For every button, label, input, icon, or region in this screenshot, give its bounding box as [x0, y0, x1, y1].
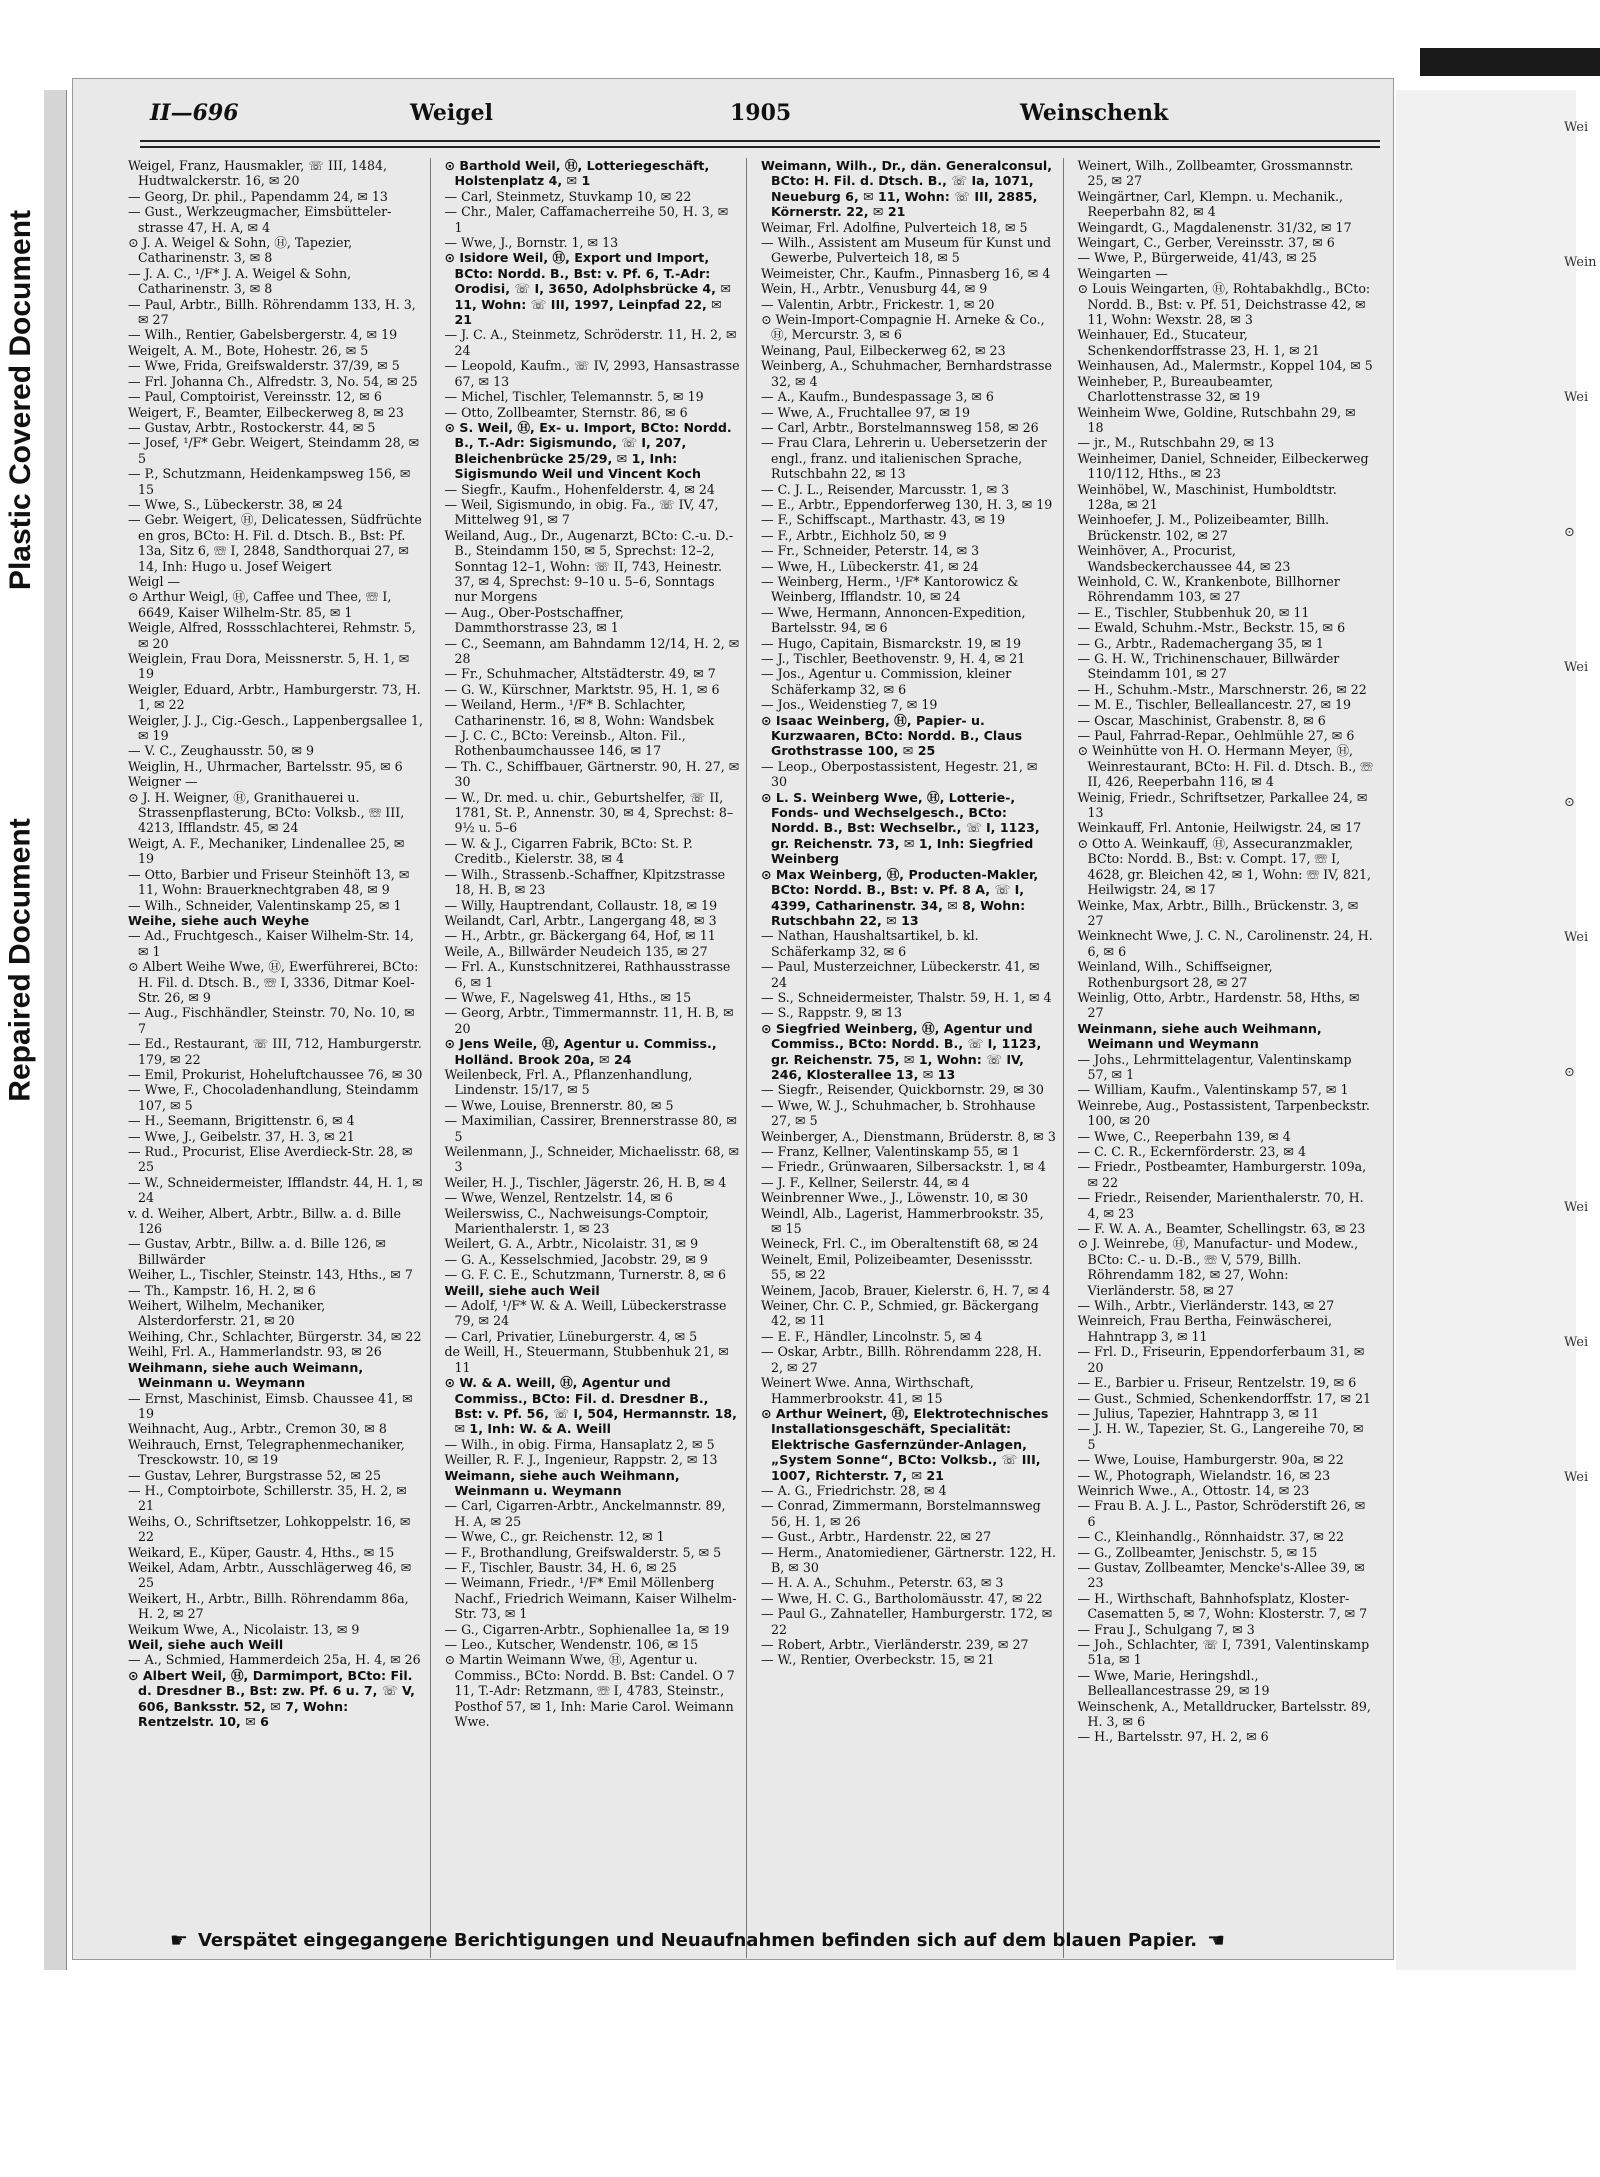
directory-entry: — W., Schneidermeister, Ifflandstr. 44, H. 1, ✉ 24 — [128, 1174, 423, 1206]
directory-entry: — A., Schmied, Hammerdeich 25a, H. 4, ✉ 26 — [128, 1652, 421, 1668]
directory-entry: — E. F., Händler, Lincolnstr. 5, ✉ 4 — [761, 1328, 983, 1344]
directory-entry: Weinert, Wilh., Zollbeamter, Grossmannstr. 25, ✉ 27 — [1077, 158, 1354, 189]
scanner-black-edge — [1420, 48, 1600, 76]
directory-entry: — F., Brothandlung, Greifswalderstr. 5, ✉ 5 — [444, 1544, 722, 1560]
directory-entry: Weinkauff, Frl. Antonie, Heilwigstr. 24, ✉ 17 — [1077, 820, 1362, 836]
directory-entry: — Paul, Comptoirist, Vereinsstr. 12, ✉ 6 — [128, 389, 382, 405]
adjacent-page-text-fragment: Wei — [1564, 120, 1589, 135]
directory-entry: — Aug., Fischhändler, Steinstr. 70, No. 10, ✉ 7 — [128, 1005, 415, 1036]
directory-entry: — Gust., Schmied, Schenkendorffstr. 17, ✉ 21 — [1077, 1390, 1372, 1406]
directory-columns — [128, 158, 1380, 1958]
directory-entry: Weinhöbel, W., Maschinist, Humboldtstr. 128a, ✉ 21 — [1077, 481, 1337, 512]
directory-entry: de Weill, H., Steuermann, Stubbenhuk 21, ✉ 11 — [444, 1344, 729, 1375]
directory-entry: ⊙ Barthold Weil, Ⓗ, Lotteriegeschäft, Holstenplatz 4, ✉ 1 — [444, 158, 710, 189]
column-3 — [761, 158, 1064, 1958]
directory-entry: — Paul, Fahrrad-Repar., Oehlmühle 27, ✉ 6 — [1077, 728, 1355, 744]
directory-entry: Weinreich, Frau Bertha, Feinwäscherei, Hahntrapp 3, ✉ 11 — [1077, 1313, 1332, 1344]
directory-entry: — H., Arbtr., gr. Bäckergang 64, Hof, ✉ 11 — [444, 928, 716, 944]
directory-entry: — Otto, Zollbeamter, Sternstr. 86, ✉ 6 — [444, 404, 688, 420]
directory-entry: Weilenmann, J., Schneider, Michaelisstr. 68, ✉ 3 — [444, 1144, 740, 1175]
adjacent-page-text-fragment: Wei — [1564, 1200, 1589, 1215]
directory-entry: — Paul G., Zahnateller, Hamburgerstr. 172, ✉ 22 — [761, 1606, 1053, 1637]
directory-entry: Weiglin, H., Uhrmacher, Bartelsstr. 95, ✉ 6 — [128, 758, 403, 774]
directory-entry: — G. H. W., Trichinenschauer, Billwärder Steindamm 101, ✉ 27 — [1077, 651, 1340, 682]
directory-entry: — Georg, Arbtr., Timmermannstr. 11, H. B, ✉ 20 — [444, 1005, 734, 1036]
directory-entry: ⊙ L. S. Weinberg Wwe, Ⓗ, Lotterie-, Fonds- und Wechselgesch., BCto: Nordd. B., Bst: Wechselbr., ☏ I, 1123, gr. Reichenstr. 73, ✉ 1, Inh: Siegfried Weinberg — [761, 789, 1040, 867]
directory-entry: — H., Wirthschaft, Bahnhofsplatz, Kloster-Casematten 5, ✉ 7, Wohn: Klosterstr. 7, ✉ 7 — [1077, 1590, 1368, 1622]
directory-entry: — C., Kleinhandlg., Rönnhaidstr. 37, ✉ 22 — [1077, 1529, 1344, 1545]
directory-entry: — Leop., Oberpostassistent, Hegestr. 21, ✉ 30 — [761, 758, 1038, 790]
directory-entry: — Friedr., Reisender, Marienthalerstr. 70, H. 4, ✉ 23 — [1077, 1190, 1364, 1221]
directory-entry: — Michel, Tischler, Telemannstr. 5, ✉ 19 — [444, 389, 704, 405]
directory-entry: — Wwe, Frida, Greifswalderstr. 37/39, ✉ 5 — [128, 358, 400, 374]
binding-strip — [44, 90, 67, 1970]
directory-entry: Weihl, Frl. A., Hammerlandstr. 93, ✉ 26 — [128, 1344, 382, 1360]
directory-entry: — Carl, Steinmetz, Stuvkamp 10, ✉ 22 — [444, 188, 692, 204]
directory-entry: — Paul, Arbtr., Billh. Röhrendamm 133, H. 3, ✉ 27 — [128, 296, 416, 328]
directory-entry: — Ernst, Maschinist, Eimsb. Chaussee 41, ✉ 19 — [128, 1390, 413, 1421]
directory-entry: Weinrebe, Aug., Postassistent, Tarpenbeckstr. 100, ✉ 20 — [1077, 1097, 1370, 1129]
directory-entry: Weilandt, Carl, Arbtr., Langergang 48, ✉ 3 — [444, 912, 717, 928]
page-number: II—696 — [150, 100, 239, 126]
adjacent-page-text-fragment: ⊙ — [1564, 795, 1575, 810]
directory-entry: — Conrad, Zimmermann, Borstelmannsweg 56, H. 1, ✉ 26 — [761, 1498, 1041, 1529]
directory-entry: — E., Barbier u. Friseur, Rentzelstr. 19, ✉ 6 — [1077, 1375, 1357, 1391]
directory-entry: — G., Arbtr., Rademachergang 35, ✉ 1 — [1077, 635, 1324, 651]
directory-entry: — Hugo, Capitain, Bismarckstr. 19, ✉ 19 — [761, 635, 1021, 651]
directory-entry: ⊙ Otto A. Weinkauff, Ⓗ, Assecuranzmakler, BCto: Nordd. B., Bst: v. Compt. 17, ☏ I, 4628, gr. Bleichen 42, ✉ 1, Wohn: ☏ IV, 821, Heilwigstr. 24, ✉ 17 — [1077, 835, 1372, 898]
adjacent-page-text-fragment: Wei — [1564, 1335, 1589, 1350]
directory-entry: — W., Dr. med. u. chir., Geburtshelfer, ☏ II, 1781, St. P., Annenstr. 30, ✉ 4, Sprechst: 8–9½ u. 5–6 — [444, 789, 734, 836]
header-rule — [140, 140, 1380, 142]
column-2 — [445, 158, 748, 1958]
footer-notice — [170, 1925, 1390, 1955]
directory-entry: — jr., M., Rutschbahn 29, ✉ 13 — [1077, 435, 1275, 451]
directory-entry: Weihe, siehe auch Weyhe — [128, 912, 310, 928]
directory-entry: ⊙ Albert Weil, Ⓗ, Darmimport, BCto: Fil. d. Dresdner B., Bst: zw. Pf. 6 u. 7, ☏ V, 606, Banksstr. 52, ✉ 7, Wohn: Rentzelstr. 10, ✉ 6 — [128, 1667, 415, 1730]
directory-entry: — Frl. D., Friseurin, Eppendorferbaum 31, ✉ 20 — [1077, 1344, 1365, 1375]
directory-entry: — Wwe, P., Bürgerweide, 41/43, ✉ 25 — [1077, 250, 1317, 266]
directory-entry: Weihnacht, Aug., Arbtr., Cremon 30, ✉ 8 — [128, 1421, 387, 1437]
directory-entry: Weihing, Chr., Schlachter, Bürgerstr. 34, ✉ 22 — [128, 1328, 422, 1344]
side-label-repaired — [0, 700, 42, 1220]
directory-entry: Weiller, R. F. J., Ingenieur, Rappstr. 2, ✉ 13 — [444, 1452, 718, 1468]
directory-entry: — J. C. C., BCto: Vereinsb., Alton. Fil., Rothenbaumchaussee 146, ✉ 17 — [444, 728, 686, 759]
directory-entry: ⊙ Wein-Import-Compagnie H. Arneke & Co., Ⓗ, Mercurstr. 3, ✉ 6 — [761, 312, 1045, 343]
directory-entry: Weihrauch, Ernst, Telegraphenmechaniker, Tresckowstr. 10, ✉ 19 — [128, 1436, 405, 1468]
directory-entry: Weikert, H., Arbtr., Billh. Röhrendamm 86a, H. 2, ✉ 27 — [128, 1590, 409, 1622]
directory-entry: — Frau J., Schulgang 7, ✉ 3 — [1077, 1621, 1255, 1637]
directory-entry: Weinhoefer, J. M., Polizeibeamter, Billh. Brückenstr. 102, ✉ 27 — [1077, 512, 1330, 543]
directory-entry: — Gustav, Arbtr., Rostockerstr. 44, ✉ 5 — [128, 419, 376, 435]
directory-entry: Weigert, F., Beamter, Eilbeckerweg 8, ✉ 23 — [128, 404, 404, 420]
directory-entry: — S., Rappstr. 9, ✉ 13 — [761, 1005, 902, 1021]
directory-entry: — F. W. A. A., Beamter, Schellingstr. 63, ✉ 23 — [1077, 1221, 1366, 1237]
directory-entry: Weill, siehe auch Weil — [444, 1282, 600, 1298]
directory-entry: Weikard, E., Küper, Gaustr. 4, Hths., ✉ 15 — [128, 1544, 395, 1560]
directory-entry: Weinang, Paul, Eilbeckerweg 62, ✉ 23 — [761, 342, 1006, 358]
directory-entry: v. d. Weiher, Albert, Arbtr., Billw. a. d. Bille 126 — [128, 1205, 401, 1237]
directory-entry: — Wilh., Strassenb.-Schaffner, Klpitzstrasse 18, H. B, ✉ 23 — [444, 866, 726, 898]
directory-entry: — Wwe, Louise, Hamburgerstr. 90a, ✉ 22 — [1077, 1452, 1344, 1468]
directory-entry: — G., Cigarren-Arbtr., Sophienallee 1a, ✉ 19 — [444, 1621, 730, 1637]
directory-entry: — Robert, Arbtr., Vierländerstr. 239, ✉ 27 — [761, 1637, 1029, 1652]
directory-entry: — Carl, Privatier, Lüneburgerstr. 4, ✉ 5 — [444, 1328, 698, 1344]
directory-entry: Weimeister, Chr., Kaufm., Pinnasberg 16, ✉ 4 — [761, 265, 1051, 281]
directory-entry: ⊙ J. A. Weigel & Sohn, Ⓗ, Tapezier, Catharinenstr. 3, ✉ 8 — [128, 235, 353, 266]
directory-entry: ⊙ J. H. Weigner, Ⓗ, Granithauerei u. Strassenpflasterung, BCto: Volksb., ☏ III, 4213, Ifflandstr. 45, ✉ 24 — [128, 789, 405, 836]
directory-entry: — Johs., Lehrmittelagentur, Valentinskamp 57, ✉ 1 — [1077, 1051, 1352, 1082]
directory-entry: Weiler, H. J., Tischler, Jägerstr. 26, H. B, ✉ 4 — [444, 1174, 727, 1190]
directory-entry: ⊙ W. & A. Weill, Ⓗ, Agentur und Commiss., BCto: Fil. d. Dresdner B., Bst: v. Pf. 56, ☏ I, 504, Hermannstr. 18, ✉ 1, Inh: W. & A. Weill — [444, 1375, 737, 1437]
header-last-entry: Weinschenk — [1020, 100, 1169, 126]
directory-entry: — Weinberg, Herm., ¹/F* Kantorowicz & Weinberg, Ifflandstr. 10, ✉ 24 — [761, 573, 1019, 605]
directory-entry: — Oscar, Maschinist, Grabenstr. 8, ✉ 6 — [1077, 712, 1326, 728]
directory-entry: — H., Seemann, Brigittenstr. 6, ✉ 4 — [128, 1113, 355, 1129]
directory-entry: Weilerswiss, C., Nachweisungs-Comptoir, Marienthalerstr. 1, ✉ 23 — [444, 1205, 709, 1237]
directory-entry: — Wwe, Louise, Brennerstr. 80, ✉ 5 — [444, 1097, 674, 1113]
directory-entry: — Georg, Dr. phil., Papendamm 24, ✉ 13 — [128, 188, 388, 204]
directory-entry: — Wwe, S., Lübeckerstr. 38, ✉ 24 — [128, 496, 343, 512]
directory-entry: — Wwe, C., Reeperbahn 139, ✉ 4 — [1077, 1128, 1291, 1144]
directory-entry: — Oskar, Arbtr., Billh. Röhrendamm 228, H. 2, ✉ 27 — [761, 1344, 1042, 1375]
directory-entry: — Gust., Werkzeugmacher, Eimsbütteler-strasse 47, H. A, ✉ 4 — [128, 204, 392, 235]
directory-entry: — H., Bartelsstr. 97, H. 2, ✉ 6 — [1077, 1729, 1269, 1745]
directory-entry: Weinheim Wwe, Goldine, Rutschbahn 29, ✉ 18 — [1077, 404, 1356, 435]
directory-entry: — J., Tischler, Beethovenstr. 9, H. 4, ✉ 21 — [761, 651, 1026, 666]
directory-entry: — W., Rentier, Overbeckstr. 15, ✉ 21 — [761, 1652, 995, 1668]
directory-entry: — Wwe, Hermann, Annoncen-Expedition, Bartelsstr. 94, ✉ 6 — [761, 604, 1026, 636]
directory-entry: — Aug., Ober-Postschaffner, Dammthorstrasse 23, ✉ 1 — [444, 604, 624, 636]
directory-entry: Weingardt, G., Magdalenenstr. 31/32, ✉ 17 — [1077, 219, 1352, 235]
directory-entry: Weinig, Friedr., Schriftsetzer, Parkallee 24, ✉ 13 — [1077, 789, 1368, 821]
adjacent-page-text-fragment: ⊙ — [1564, 1065, 1575, 1080]
directory-entry: — Emil, Prokurist, Hoheluftchaussee 76, ✉ 30 — [128, 1066, 423, 1082]
directory-entry: Weinhauer, Ed., Stucateur, Schenkendorffstrasse 23, H. 1, ✉ 21 — [1077, 327, 1320, 358]
directory-entry: — E., Arbtr., Eppendorferweg 130, H. 3, ✉ 19 — [761, 496, 1053, 512]
directory-entry: — H. A. A., Schuhm., Peterstr. 63, ✉ 3 — [761, 1575, 1004, 1591]
directory-entry: — Carl, Arbtr., Borstelmannsweg 158, ✉ 26 — [761, 419, 1039, 435]
directory-entry: — Gust., Arbtr., Hardenstr. 22, ✉ 27 — [761, 1529, 992, 1545]
adjacent-page-text-fragment: ⊙ — [1564, 525, 1575, 540]
page-header — [80, 100, 1380, 136]
directory-entry: — Ad., Fruchtgesch., Kaiser Wilhelm-Str. 14, ✉ 1 — [128, 928, 414, 959]
directory-entry: — Wwe, C., gr. Reichenstr. 12, ✉ 1 — [444, 1529, 665, 1545]
directory-entry: — Adolf, ¹/F* W. & A. Weill, Lübeckerstrasse 79, ✉ 24 — [444, 1298, 727, 1329]
directory-entry: Weinbrenner Wwe., J., Löwenstr. 10, ✉ 30 — [761, 1190, 1029, 1206]
directory-entry: Weigt, A. F., Mechaniker, Lindenallee 25, ✉ 19 — [128, 835, 405, 867]
adjacent-page-fragment — [1396, 90, 1597, 1970]
directory-entry: Wein, H., Arbtr., Venusburg 44, ✉ 9 — [761, 281, 988, 297]
directory-entry: — G., Zollbeamter, Jenischstr. 5, ✉ 15 — [1077, 1544, 1318, 1560]
directory-entry: — Otto, Barbier und Friseur Steinhöft 13, ✉ 11, Wohn: Brauerknechtgraben 48, ✉ 9 — [128, 866, 410, 898]
directory-entry: — Paul, Musterzeichner, Lübeckerstr. 41, ✉ 24 — [761, 959, 1040, 990]
side-label-plastic-covered — [0, 120, 42, 680]
header-year: 1905 — [730, 100, 792, 126]
directory-entry: — Jos., Weidenstieg 7, ✉ 19 — [761, 697, 938, 713]
directory-entry: Weineck, Frl. C., im Oberaltenstift 68, ✉ 24 — [761, 1236, 1039, 1252]
directory-entry: — Wwe, J., Geibelstr. 37, H. 3, ✉ 21 — [128, 1128, 355, 1144]
directory-entry: Weihert, Wilhelm, Mechaniker, Alsterdorferstr. 21, ✉ 20 — [128, 1298, 326, 1329]
directory-entry: — Leopold, Kaufm., ☏ IV, 2993, Hansastrasse 67, ✉ 13 — [444, 358, 740, 389]
directory-entry: Weiglein, Frau Dora, Meissnerstr. 5, H. 1, ✉ 19 — [128, 651, 410, 682]
directory-entry: — H., Schuhm.-Mstr., Marschnerstr. 26, ✉ 22 — [1077, 681, 1367, 697]
directory-entry: ⊙ Arthur Weigl, Ⓗ, Caffee und Thee, ☏ I, 6649, Kaiser Wilhelm-Str. 85, ✉ 1 — [128, 589, 392, 620]
directory-entry: — Rud., Procurist, Elise Averdieck-Str. 28, ✉ 25 — [128, 1144, 413, 1175]
side-label-repaired-text: Repaired Document — [4, 818, 38, 1102]
directory-entry: — Gebr. Weigert, Ⓗ, Delicatessen, Südfrüchte en gros, BCto: H. Fil. d. Dtsch. B., Bst: Pf. 13a, Sitz 6, ☏ I, 2848, Sandthorquai 27, ✉ 14, Inh: Hugo u. Josef Weigert — [128, 512, 422, 574]
directory-entry: — Th. C., Schiffbauer, Gärtnerstr. 90, H. 27, ✉ 30 — [444, 758, 740, 790]
directory-entry: ⊙ Louis Weingarten, Ⓗ, Rohtabakhdlg., BCto: Nordd. B., Bst: v. Pf. 51, Deichstrasse 42, ✉ 11, Wohn: Wexstr. 28, ✉ 3 — [1077, 281, 1371, 328]
directory-entry: — J. F., Kellner, Seilerstr. 44, ✉ 4 — [761, 1174, 970, 1190]
directory-entry: Weinlig, Otto, Arbtr., Hardenstr. 58, Hths, ✉ 27 — [1077, 989, 1360, 1021]
directory-entry: Weiland, Aug., Dr., Augenarzt, BCto: C.-u. D.-B., Steindamm 150, ✉ 5, Sprechst: 12–2, Sonntag 12–1, Wohn: ☏ II, 743, Heinestr. 37, ✉ 4, Sprechst: 9–10 u. 5–6, Sonntags nur Morgens — [444, 527, 734, 605]
adjacent-page-text-fragment: Wei — [1564, 660, 1589, 675]
directory-entry: — J. C. A., Steinmetz, Schröderstr. 11, H. 2, ✉ 24 — [444, 327, 737, 358]
directory-entry: — Fr., Schuhmacher, Altstädterstr. 49, ✉ 7 — [444, 666, 716, 682]
directory-entry: — Ewald, Schuhm.-Mstr., Beckstr. 15, ✉ 6 — [1077, 620, 1346, 636]
directory-entry: — A. G., Friedrichstr. 28, ✉ 4 — [761, 1482, 947, 1498]
directory-entry: — Frau B. A. J. L., Pastor, Schröderstift 26, ✉ 6 — [1077, 1498, 1366, 1529]
directory-entry: — Wwe, H. C. G., Bartholomäusstr. 47, ✉ 22 — [761, 1590, 1043, 1606]
directory-entry: Weihmann, siehe auch Weimann, Weinmann u. Weymann — [128, 1359, 364, 1391]
directory-entry: Weinknecht Wwe, J. C. N., Carolinenstr. 24, H. 6, ✉ 6 — [1077, 928, 1373, 959]
directory-entry: — Wilh., in obig. Firma, Hansaplatz 2, ✉ 5 — [444, 1436, 715, 1452]
directory-entry: — Maximilian, Cassirer, Brennerstrasse 80, ✉ 5 — [444, 1113, 737, 1144]
directory-entry: Weinert Wwe. Anna, Wirthschaft, Hammerbrookstr. 41, ✉ 15 — [761, 1375, 974, 1406]
directory-entry: — Wwe, F., Nagelsweg 41, Hths., ✉ 15 — [444, 989, 692, 1005]
directory-entry: — E., Tischler, Stubbenhuk 20, ✉ 11 — [1077, 604, 1310, 620]
directory-entry: — Julius, Tapezier, Hahntrapp 3, ✉ 11 — [1077, 1405, 1320, 1421]
directory-entry: Weile, A., Billwärder Neudeich 135, ✉ 27 — [444, 943, 708, 959]
directory-entry: Weinschenk, A., Metalldrucker, Bartelsstr. 89, H. 3, ✉ 6 — [1077, 1698, 1371, 1730]
directory-entry: — Fr., Schneider, Peterstr. 14, ✉ 3 — [761, 543, 980, 559]
directory-entry: ⊙ J. Weinrebe, Ⓗ, Manufactur- und Modew., BCto: C.- u. D.-B., ☏ V, 579, Billh. Röhrendamm 182, ✉ 27, Wohn: Vierländerstr. 58, ✉ 27 — [1077, 1236, 1359, 1298]
directory-entry: — Wwe, Wenzel, Rentzelstr. 14, ✉ 6 — [444, 1190, 673, 1206]
directory-entry: — C. C. R., Eckernförderstr. 23, ✉ 4 — [1077, 1144, 1307, 1159]
directory-entry: — Gustav, Arbtr., Billw. a. d. Bille 126, ✉ Billwärder — [128, 1236, 386, 1267]
directory-entry: — G. W., Kürschner, Marktstr. 95, H. 1, ✉ 6 — [444, 681, 720, 697]
directory-entry: Weilenbeck, Frl. A., Pflanzenhandlung, Lindenstr. 15/17, ✉ 5 — [444, 1066, 693, 1098]
pointing-hand-icon-right: ☚ — [1207, 1928, 1226, 1952]
directory-entry: ⊙ S. Weil, Ⓗ, Ex- u. Import, BCto: Nordd. B., T.-Adr: Sigismundo, ☏ I, 207, Bleichenbrücke 25/29, ✉ 1, Inh: Sigismundo Weil und Vincent Koch — [444, 419, 732, 482]
directory-entry: — Wilh., Rentier, Gabelsbergerstr. 4, ✉ 19 — [128, 327, 398, 343]
directory-entry: Weikum Wwe, A., Nicolaistr. 13, ✉ 9 — [128, 1621, 360, 1637]
directory-entry: — Josef, ¹/F* Gebr. Weigert, Steindamm 28, ✉ 5 — [128, 435, 420, 466]
directory-entry: — W. & J., Cigarren Fabrik, BCto: St. P. Creditb., Kielerstr. 38, ✉ 4 — [444, 835, 693, 867]
directory-entry: — J. A. C., ¹/F* J. A. Weigel & Sohn, Catharinenstr. 3, ✉ 8 — [128, 265, 352, 297]
directory-entry: — Nathan, Haushaltsartikel, b. kl. Schäferkamp 32, ✉ 6 — [761, 928, 979, 959]
directory-entry: — C. J. L., Reisender, Marcusstr. 1, ✉ 3 — [761, 481, 1010, 497]
directory-entry: ⊙ Martin Weimann Wwe, Ⓗ, Agentur u. Commiss., BCto: Nordd. B. Bst: Candel. O 7 11, T.-Adr: Retzmann, ☏ I, 4783, Steinstr., Posthof 57, ✉ 1, Inh: Marie Carol. Weimann Wwe. — [444, 1652, 735, 1730]
directory-entry: — Wilh., Arbtr., Vierländerstr. 143, ✉ 27 — [1077, 1298, 1335, 1314]
directory-entry: — Jos., Agentur u. Commission, kleiner Schäferkamp 32, ✉ 6 — [761, 666, 1012, 697]
directory-entry: — Herm., Anatomiediener, Gärtnerstr. 122, H. B, ✉ 30 — [761, 1544, 1056, 1575]
directory-entry: Weilert, G. A., Arbtr., Nicolaistr. 31, ✉ 9 — [444, 1236, 699, 1252]
directory-entry: — William, Kaufm., Valentinskamp 57, ✉ 1 — [1077, 1082, 1349, 1098]
directory-entry: Weinland, Wilh., Schiffseigner, Rothenburgsort 28, ✉ 27 — [1077, 959, 1273, 990]
directory-entry: Weigelt, A. M., Bote, Hohestr. 26, ✉ 5 — [128, 342, 369, 358]
directory-entry: Weinem, Jacob, Brauer, Kielerstr. 6, H. 7, ✉ 4 — [761, 1282, 1051, 1298]
directory-entry: Weindl, Alb., Lagerist, Hammerbrookstr. 35, ✉ 15 — [761, 1205, 1044, 1237]
directory-entry: — Wwe, A., Fruchtallee 97, ✉ 19 — [761, 404, 971, 420]
directory-entry: — F., Arbtr., Eichholz 50, ✉ 9 — [761, 527, 947, 543]
directory-entry: — F., Tischler, Baustr. 34, H. 6, ✉ 25 — [444, 1559, 677, 1575]
directory-entry: Weimann, Wilh., Dr., dän. Generalconsul, BCto: H. Fil. d. Dtsch. B., ☏ Ia, 1071, Neueburg 6, ✉ 11, Wohn: ☏ III, 2885, Körnerstr. 22, ✉ 21 — [761, 158, 1052, 220]
adjacent-page-text-fragment: Wein — [1564, 255, 1597, 270]
directory-entry: — Frl. Johanna Ch., Alfredstr. 3, No. 54, ✉ 25 — [128, 373, 418, 389]
directory-entry: Weiher, L., Tischler, Steinstr. 143, Hths., ✉ 7 — [128, 1267, 413, 1283]
directory-entry: ⊙ Jens Weile, Ⓗ, Agentur u. Commiss., Holländ. Brook 20a, ✉ 24 — [444, 1036, 717, 1067]
directory-entry: — Franz, Kellner, Valentinskamp 55, ✉ 1 — [761, 1144, 1020, 1159]
directory-entry: — Frau Clara, Lehrerin u. Uebersetzerin der engl., franz. und italienischen Sprache, Rutschbahn 22, ✉ 13 — [761, 435, 1047, 482]
directory-entry: ⊙ Max Weinberg, Ⓗ, Producten-Makler, BCto: Nordd. B., Bst: v. Pf. 8 A, ☏ I, 4399, Catharinenstr. 34, ✉ 8, Wohn: Rutschbahn 22, ✉ 13 — [761, 866, 1039, 928]
directory-entry: Weinhöver, A., Procurist, Wandsbeckerchaussee 44, ✉ 23 — [1077, 543, 1291, 574]
directory-entry: — Siegfr., Kaufm., Hohenfelderstr. 4, ✉ 24 — [444, 481, 715, 497]
directory-entry: ⊙ Arthur Weinert, Ⓗ, Elektrotechnisches Installationsgeschäft, Specialität: Elektrische Gasfernzünder-Anlagen, „System Sonne“, BCto: Volksb., ☏ III, 1007, Richterstr. 7, ✉ 21 — [761, 1405, 1049, 1483]
directory-entry: Weinheimer, Daniel, Schneider, Eilbeckerweg 110/112, Hths., ✉ 23 — [1077, 450, 1369, 482]
directory-entry: — Willy, Hauptrendant, Collaustr. 18, ✉ 19 — [444, 897, 718, 913]
directory-entry: ⊙ Isidore Weil, Ⓗ, Export und Import, BCto: Nordd. B., Bst: v. Pf. 6, T.-Adr: Orodisi, ☏ I, 3650, Adolphsbrücke 4, ✉ 11, Wohn: ☏ III, 1997, Leinpfad 22, ✉ 21 — [444, 250, 731, 328]
directory-entry: Weinhold, C. W., Krankenbote, Billhorner Röhrendamm 103, ✉ 27 — [1077, 573, 1340, 605]
directory-entry: — Wwe, H., Lübeckerstr. 41, ✉ 24 — [761, 558, 979, 574]
side-label-plastic-text: Plastic Covered Document — [4, 209, 37, 591]
column-1 — [128, 158, 431, 1958]
directory-entry: — Wilh., Assistent am Museum für Kunst und Gewerbe, Pulverteich 18, ✉ 5 — [761, 235, 1052, 266]
scan-margin — [0, 0, 1600, 40]
directory-entry: — Gustav, Zollbeamter, Mencke's-Allee 39, ✉ 23 — [1077, 1559, 1365, 1591]
directory-entry: — S., Schneidermeister, Thalstr. 59, H. 1, ✉ 4 — [761, 989, 1052, 1005]
directory-entry: Weingärtner, Carl, Klempn. u. Mechanik., Reeperbahn 82, ✉ 4 — [1077, 188, 1343, 220]
directory-entry: — J. H. W., Tapezier, St. G., Langereihe 70, ✉ 5 — [1077, 1421, 1364, 1452]
directory-entry: — Valentin, Arbtr., Frickestr. 1, ✉ 20 — [761, 296, 995, 312]
directory-entry: Weinberg, A., Schuhmacher, Bernhardstrasse 32, ✉ 4 — [761, 358, 1052, 389]
directory-entry: — Wilh., Schneider, Valentinskamp 25, ✉ 1 — [128, 897, 402, 913]
directory-entry: Weimann, siehe auch Weihmann, Weinmann u. Weymann — [444, 1467, 680, 1498]
directory-entry: — Weimann, Friedr., ¹/F* Emil Möllenberg Nachf., Friedrich Weimann, Kaiser Wilhelm-Str. 73, ✉ 1 — [444, 1575, 737, 1622]
directory-entry: Weinberger, A., Dienstmann, Brüderstr. 8, ✉ 3 — [761, 1128, 1056, 1144]
directory-entry: — G. F. C. E., Schutzmann, Turnerstr. 8, ✉ 6 — [444, 1267, 727, 1283]
adjacent-page-text-fragment: Wei — [1564, 390, 1589, 405]
directory-entry: Weimar, Frl. Adolfine, Pulverteich 18, ✉ 5 — [761, 219, 1028, 235]
directory-entry: Weingarten — — [1077, 265, 1168, 281]
directory-entry: — Friedr., Postbeamter, Hamburgerstr. 109a, ✉ 22 — [1077, 1159, 1367, 1190]
directory-entry: Weinheber, P., Bureaubeamter, Charlottenstrasse 32, ✉ 19 — [1077, 373, 1274, 405]
directory-entry: Weigner — — [128, 774, 198, 790]
directory-entry: — Ed., Restaurant, ☏ III, 712, Hamburgerstr. 179, ✉ 22 — [128, 1036, 422, 1067]
directory-entry: — Carl, Cigarren-Arbtr., Anckelmannstr. 89, H. A, ✉ 25 — [444, 1498, 726, 1529]
directory-entry: — Gustav, Lehrer, Burgstrasse 52, ✉ 25 — [128, 1467, 381, 1483]
directory-entry: Weigel, Franz, Hausmakler, ☏ III, 1484, Hudtwalckerstr. 16, ✉ 20 — [128, 158, 387, 189]
directory-entry: — Frl. A., Kunstschnitzerei, Rathhausstrasse 6, ✉ 1 — [444, 959, 731, 990]
directory-entry: — M. E., Tischler, Belleallancestr. 27, ✉ 19 — [1077, 697, 1352, 713]
directory-entry: Weil, siehe auch Weill — [128, 1637, 284, 1652]
directory-entry: — Weil, Sigismundo, in obig. Fa., ☏ IV, 47, Mittelweg 91, ✉ 7 — [444, 496, 719, 528]
directory-entry: — C., Seemann, am Bahndamm 12/14, H. 2, ✉ 28 — [444, 635, 740, 666]
directory-entry: — Wwe, W. J., Schuhmacher, b. Strohhause 27, ✉ 5 — [761, 1097, 1036, 1129]
directory-entry: Weinelt, Emil, Polizeibeamter, Desenissstr. 55, ✉ 22 — [761, 1251, 1033, 1283]
directory-entry: Weikel, Adam, Arbtr., Ausschlägerweg 46, ✉ 25 — [128, 1559, 412, 1591]
directory-entry: — Wwe, J., Bornstr. 1, ✉ 13 — [444, 235, 619, 251]
directory-entry: Weigler, Eduard, Arbtr., Hamburgerstr. 73, H. 1, ✉ 22 — [128, 681, 421, 713]
header-rule-double — [140, 146, 1380, 148]
directory-entry: — Wwe, Marie, Heringshdl., Belleallancestrasse 29, ✉ 19 — [1077, 1667, 1270, 1699]
directory-entry: — H., Comptoirbote, Schillerstr. 35, H. 2, ✉ 21 — [128, 1482, 407, 1514]
directory-entry: — Wwe, F., Chocoladenhandlung, Steindamm 107, ✉ 5 — [128, 1082, 419, 1113]
directory-entry: — Siegfr., Reisender, Quickbornstr. 29, ✉ 30 — [761, 1082, 1044, 1098]
directory-entry: — W., Photograph, Wielandstr. 16, ✉ 23 — [1077, 1467, 1331, 1483]
directory-entry: Weingart, C., Gerber, Vereinsstr. 37, ✉ 6 — [1077, 235, 1335, 251]
directory-entry: — G. A., Kesselschmied, Jacobstr. 29, ✉ 9 — [444, 1251, 708, 1267]
directory-entry: — Th., Kampstr. 16, H. 2, ✉ 6 — [128, 1282, 316, 1298]
directory-entry: ⊙ Weinhütte von H. O. Hermann Meyer, Ⓗ, Weinrestaurant, BCto: H. Fil. d. Dtsch. B., ☏ II, 426, Reeperbahn 116, ✉ 4 — [1077, 743, 1373, 790]
directory-entry: — V. C., Zeughausstr. 50, ✉ 9 — [128, 743, 315, 759]
directory-entry: Weinhausen, Ad., Malermstr., Koppel 104, ✉ 5 — [1077, 358, 1373, 374]
directory-entry: — Chr., Maler, Caffamacherreihe 50, H. 3, ✉ 1 — [444, 204, 729, 235]
directory-entry: Weinrich Wwe., A., Ottostr. 14, ✉ 23 — [1077, 1482, 1310, 1498]
directory-entry: ⊙ Albert Weihe Wwe, Ⓗ, Ewerführerei, BCto: H. Fil. d. Dtsch. B., ☏ I, 3336, Ditmar Koel-Str. 26, ✉ 9 — [128, 959, 419, 1005]
adjacent-page-text-fragment: Wei — [1564, 1470, 1589, 1485]
directory-entry: — Joh., Schlachter, ☏ I, 7391, Valentinskamp 51a, ✉ 1 — [1077, 1637, 1370, 1668]
directory-entry: ⊙ Siegfried Weinberg, Ⓗ, Agentur und Commiss., BCto: Nordd. B., ☏ I, 1123, gr. Reichenstr. 75, ✉ 1, Wohn: ☏ IV, 246, Klosterallee 13, ✉ 13 — [761, 1020, 1042, 1082]
directory-entry: — Friedr., Grünwaaren, Silbersackstr. 1, ✉ 4 — [761, 1159, 1046, 1175]
header-first-entry: Weigel — [410, 100, 494, 126]
directory-entry: Weinmann, siehe auch Weihmann, Weimann und Weymann — [1077, 1020, 1322, 1052]
directory-entry: — F., Schiffscapt., Marthastr. 43, ✉ 19 — [761, 512, 1006, 528]
directory-entry: — Weiland, Herm., ¹/F* B. Schlachter, Catharinenstr. 16, ✉ 8, Wohn: Wandsbek — [444, 697, 715, 728]
directory-entry: — P., Schutzmann, Heidenkampsweg 156, ✉ 15 — [128, 466, 411, 497]
directory-entry: — A., Kaufm., Bundespassage 3, ✉ 6 — [761, 389, 994, 405]
directory-entry: Weihs, O., Schriftsetzer, Lohkoppelstr. 16, ✉ 22 — [128, 1513, 411, 1545]
directory-entry: Weigle, Alfred, Rossschlachterei, Rehmstr. 5, ✉ 20 — [128, 620, 416, 651]
directory-entry: Weigl — — [128, 573, 181, 589]
directory-entry: Weigler, J. J., Cig.-Gesch., Lappenbergsallee 1, ✉ 19 — [128, 712, 423, 744]
directory-entry: Weinke, Max, Arbtr., Billh., Brückenstr. 3, ✉ 27 — [1077, 897, 1359, 928]
column-4 — [1078, 158, 1381, 1958]
directory-entry: ⊙ Isaac Weinberg, Ⓗ, Papier- u. Kurzwaaren, BCto: Nordd. B., Claus Grothstrasse 100, ✉ 25 — [761, 712, 1023, 759]
adjacent-page-text-fragment: Wei — [1564, 930, 1589, 945]
directory-entry: — Leo., Kutscher, Wendenstr. 106, ✉ 15 — [444, 1637, 699, 1652]
pointing-hand-icon: ☛ — [170, 1928, 188, 1952]
footer-text: Verspätet eingegangene Berichtigungen und Neuaufnahmen befinden sich auf dem blauen Papier. — [197, 1929, 1198, 1951]
directory-entry: Weiner, Chr. C. P., Schmied, gr. Bäckergang 42, ✉ 11 — [761, 1298, 1039, 1329]
